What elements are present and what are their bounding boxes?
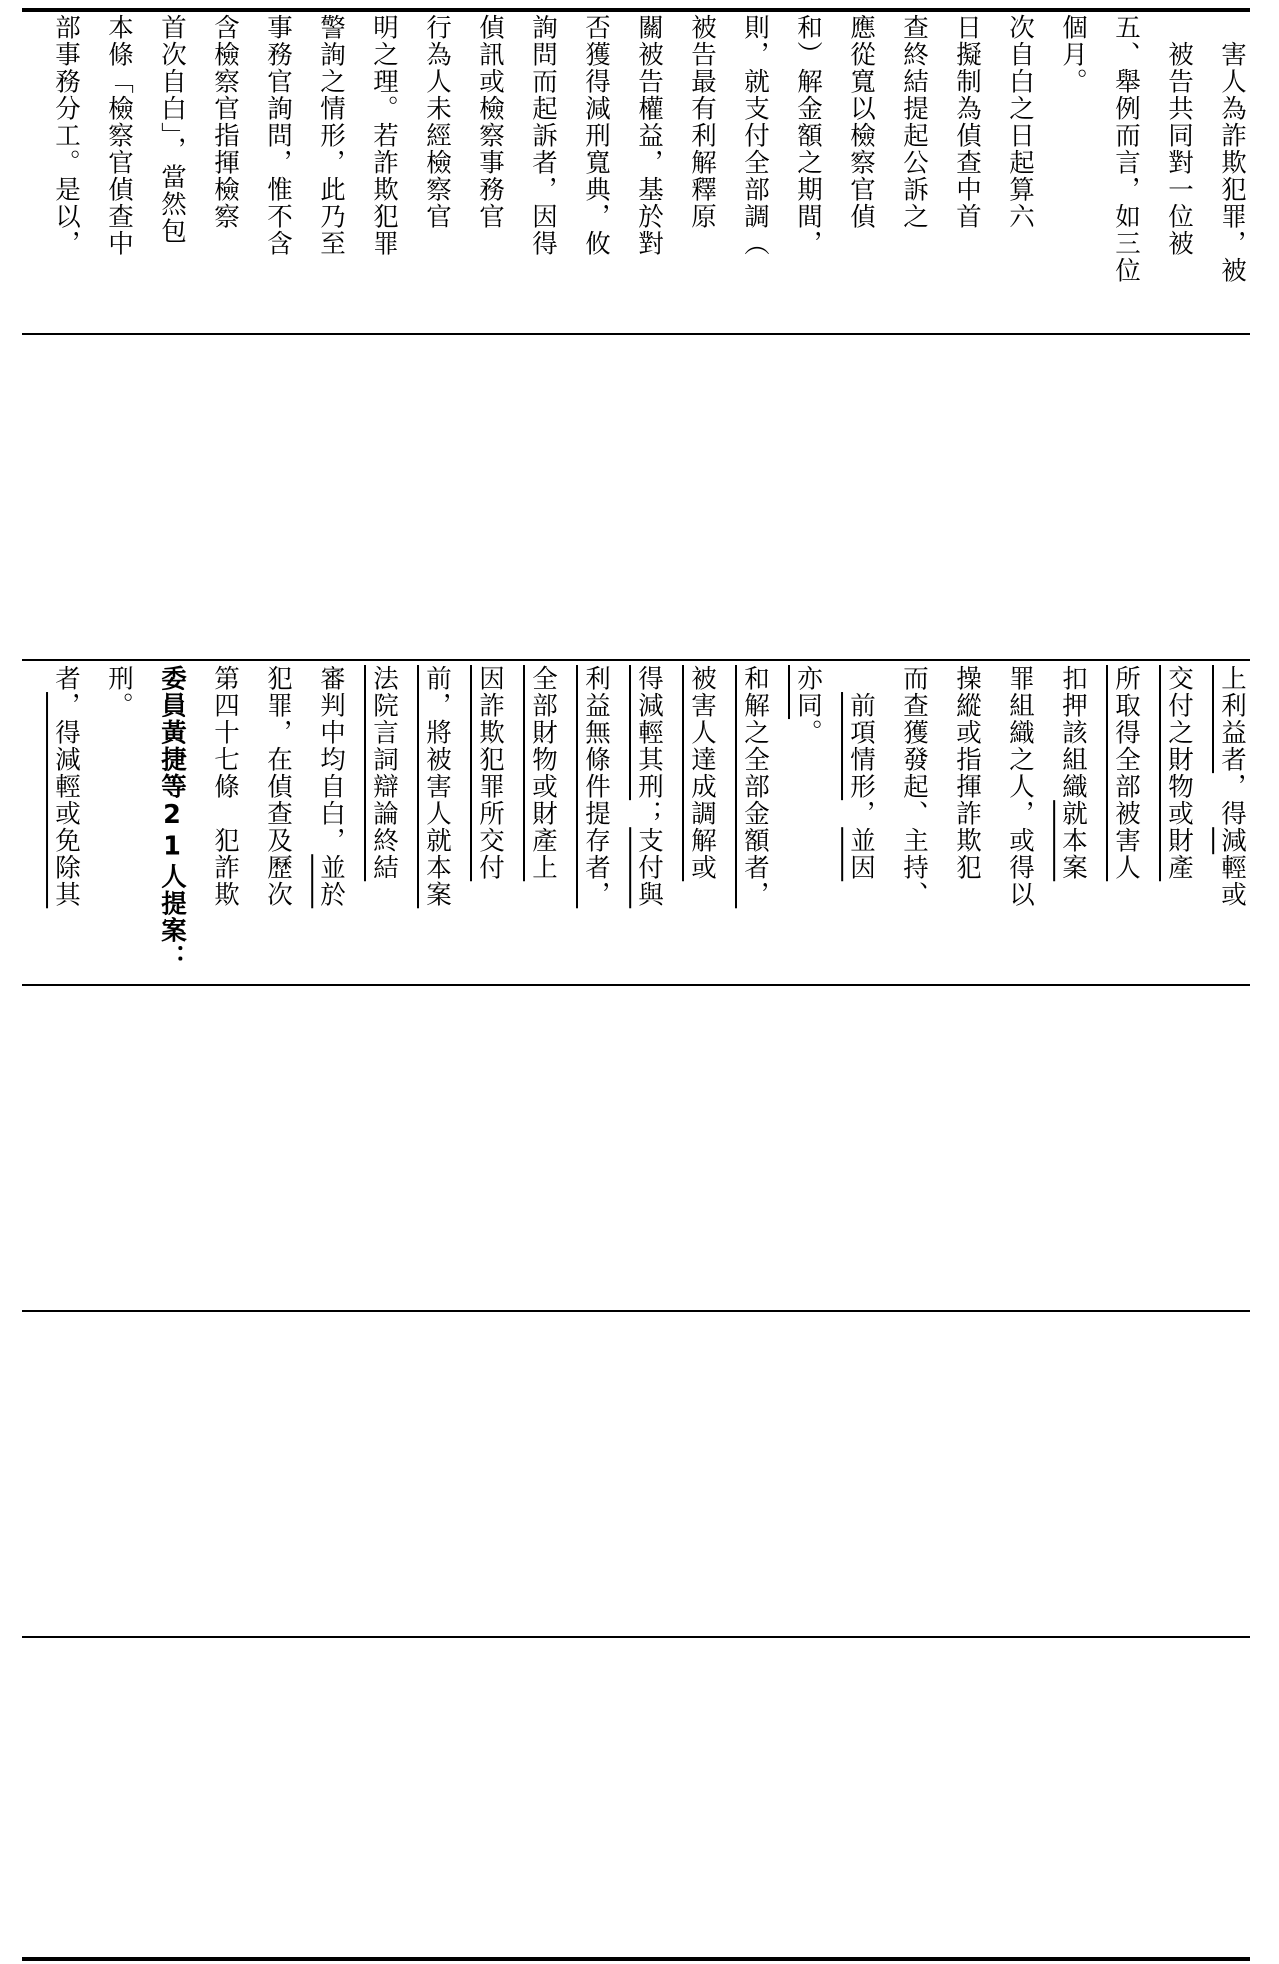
text-segment: ，得 (1217, 773, 1247, 828)
text-column (252, 665, 304, 908)
text-segment: 日擬制為偵查中首 (952, 14, 982, 231)
row-divider (22, 333, 1250, 335)
text-column (40, 665, 92, 908)
text-segment: 則，就支付全部調（ (740, 14, 770, 258)
text-segment: 前項情形 (846, 692, 876, 801)
text-column (1206, 14, 1250, 284)
text-column (1047, 14, 1099, 95)
row-divider (22, 659, 1250, 661)
text-segment (846, 665, 876, 692)
text-column (305, 14, 357, 257)
text-column (570, 665, 622, 908)
text-segment: 和）解金額之期間， (793, 14, 823, 258)
text-segment: 查終結提起公訴之 (899, 14, 929, 231)
empty-cell (22, 990, 1250, 1308)
text-segment: 本條「檢察官偵查中 (104, 14, 134, 258)
text-segment: 警詢之情形，此乃至 (316, 14, 346, 258)
text-segment: 審判中均自白， (316, 665, 346, 855)
text-segment: 事務官詢問，惟不含 (263, 14, 293, 258)
text-segment: 被告最有利解釋原 (687, 14, 717, 231)
text-column (146, 665, 198, 971)
text-segment: 偵訊或檢察事務官 (475, 14, 505, 231)
text-segment: 支付與 (634, 827, 664, 909)
text-segment: 應從寬以檢察官偵 (846, 14, 876, 231)
text-segment: 個月。 (1058, 14, 1088, 96)
text-segment: 利益無條件提存者， (581, 665, 611, 909)
text-column (464, 665, 516, 881)
text-column (994, 14, 1046, 230)
text-column (93, 14, 145, 257)
text-segment: 並因 (846, 827, 876, 882)
text-column (517, 14, 569, 257)
text-segment: 含檢察官指揮檢察 (210, 14, 240, 231)
text-segment: 五、舉例而言，如三位 (1111, 14, 1141, 285)
text-column (888, 665, 940, 908)
text-column (729, 665, 781, 908)
text-column (623, 14, 675, 257)
explanation-cell (22, 14, 1250, 332)
text-segment: 犯罪，在偵查及歷次 (263, 665, 293, 909)
text-segment: ，得減輕或免除其 (51, 692, 81, 909)
text-segment: 而查獲發起、主持、 (899, 665, 929, 909)
text-segment: 行為人未經檢察官 (422, 14, 452, 231)
text-segment: 並於 (316, 854, 346, 909)
text-column (782, 14, 834, 257)
text-segment: 和解之全部金額者， (740, 665, 770, 909)
text-segment: 操縱或指揮詐欺犯 (952, 665, 982, 882)
text-segment: 前，將被害人就本案 (422, 665, 452, 909)
table-bottom-border (22, 1957, 1250, 1961)
text-column (623, 665, 675, 908)
text-column (199, 665, 251, 908)
text-segment: 就本案 (1058, 800, 1088, 882)
row-divider (22, 1310, 1250, 1312)
text-segment: 第四十七條 犯詐欺 (210, 665, 240, 909)
text-column (93, 665, 145, 719)
text-column (1206, 665, 1250, 908)
text-segment: 。 (793, 719, 823, 747)
text-segment: 刑。 (104, 665, 134, 720)
text-column (199, 14, 251, 230)
text-segment: 罪組織之人，或得以 (1005, 665, 1035, 909)
text-segment: 全部財物或財產上 (528, 665, 558, 882)
text-segment: 部事務分工。是以， (51, 14, 81, 258)
text-column (1047, 665, 1099, 881)
text-column (146, 14, 198, 245)
text-column (676, 14, 728, 230)
text-segment: ， (846, 800, 876, 828)
text-column (411, 665, 463, 908)
text-column (676, 665, 728, 881)
row-divider (22, 984, 1250, 986)
text-column (941, 665, 993, 881)
text-segment: 詢問而起訴者，因得 (528, 14, 558, 258)
row-divider (22, 1636, 1250, 1638)
text-segment: 首次自白」，當然包 (157, 14, 187, 245)
text-column (358, 665, 410, 881)
text-segment: 被告共同對一位被 (1164, 14, 1194, 258)
text-column (517, 665, 569, 881)
text-segment: 上利益者 (1217, 665, 1247, 774)
text-column (570, 14, 622, 257)
text-segment: 扣押該組織 (1058, 665, 1088, 801)
text-column (1100, 665, 1152, 881)
text-segment: ； (634, 800, 664, 828)
empty-cell (22, 1316, 1250, 1634)
text-segment: 亦同 (793, 665, 823, 720)
text-column (1153, 14, 1205, 257)
text-column (1153, 665, 1205, 881)
text-segment: 所取得全部被害人 (1111, 665, 1141, 882)
text-column (252, 14, 304, 257)
text-segment: 減 (1217, 827, 1247, 855)
text-column (941, 14, 993, 230)
text-segment: 次自白之日起算六 (1005, 14, 1035, 231)
text-segment: 輕或 (1217, 854, 1247, 909)
proposal-cell (22, 665, 1250, 983)
text-column (729, 14, 781, 257)
text-column (358, 14, 410, 257)
empty-cell (22, 1642, 1250, 1956)
text-column (782, 665, 834, 746)
text-column (994, 665, 1046, 908)
text-segment: 得減輕其刑 (634, 665, 664, 801)
text-column (888, 14, 940, 230)
text-segment: 法院言詞辯論終結 (369, 665, 399, 882)
table-top-border (22, 8, 1250, 12)
text-column (835, 665, 887, 881)
text-segment: 明之理。若詐欺犯罪 (369, 14, 399, 258)
text-segment: 者 (51, 665, 81, 693)
text-segment: 交付之財物或財產 (1164, 665, 1194, 882)
text-column (835, 14, 887, 230)
proposal-heading: 委員黃捷等21人提案： (157, 665, 187, 972)
text-segment: 關被告權益，基於對 (634, 14, 664, 258)
text-column (305, 665, 357, 908)
text-column (40, 14, 92, 257)
text-segment: 害人為詐欺犯罪，被 (1217, 14, 1247, 285)
text-column (411, 14, 463, 230)
text-column (1100, 14, 1152, 284)
text-segment: 被害人達成調解或 (687, 665, 717, 882)
text-column (464, 14, 516, 230)
text-segment: 否獲得減刑寬典，攸 (581, 14, 611, 258)
text-segment: 因詐欺犯罪所交付 (475, 665, 505, 882)
